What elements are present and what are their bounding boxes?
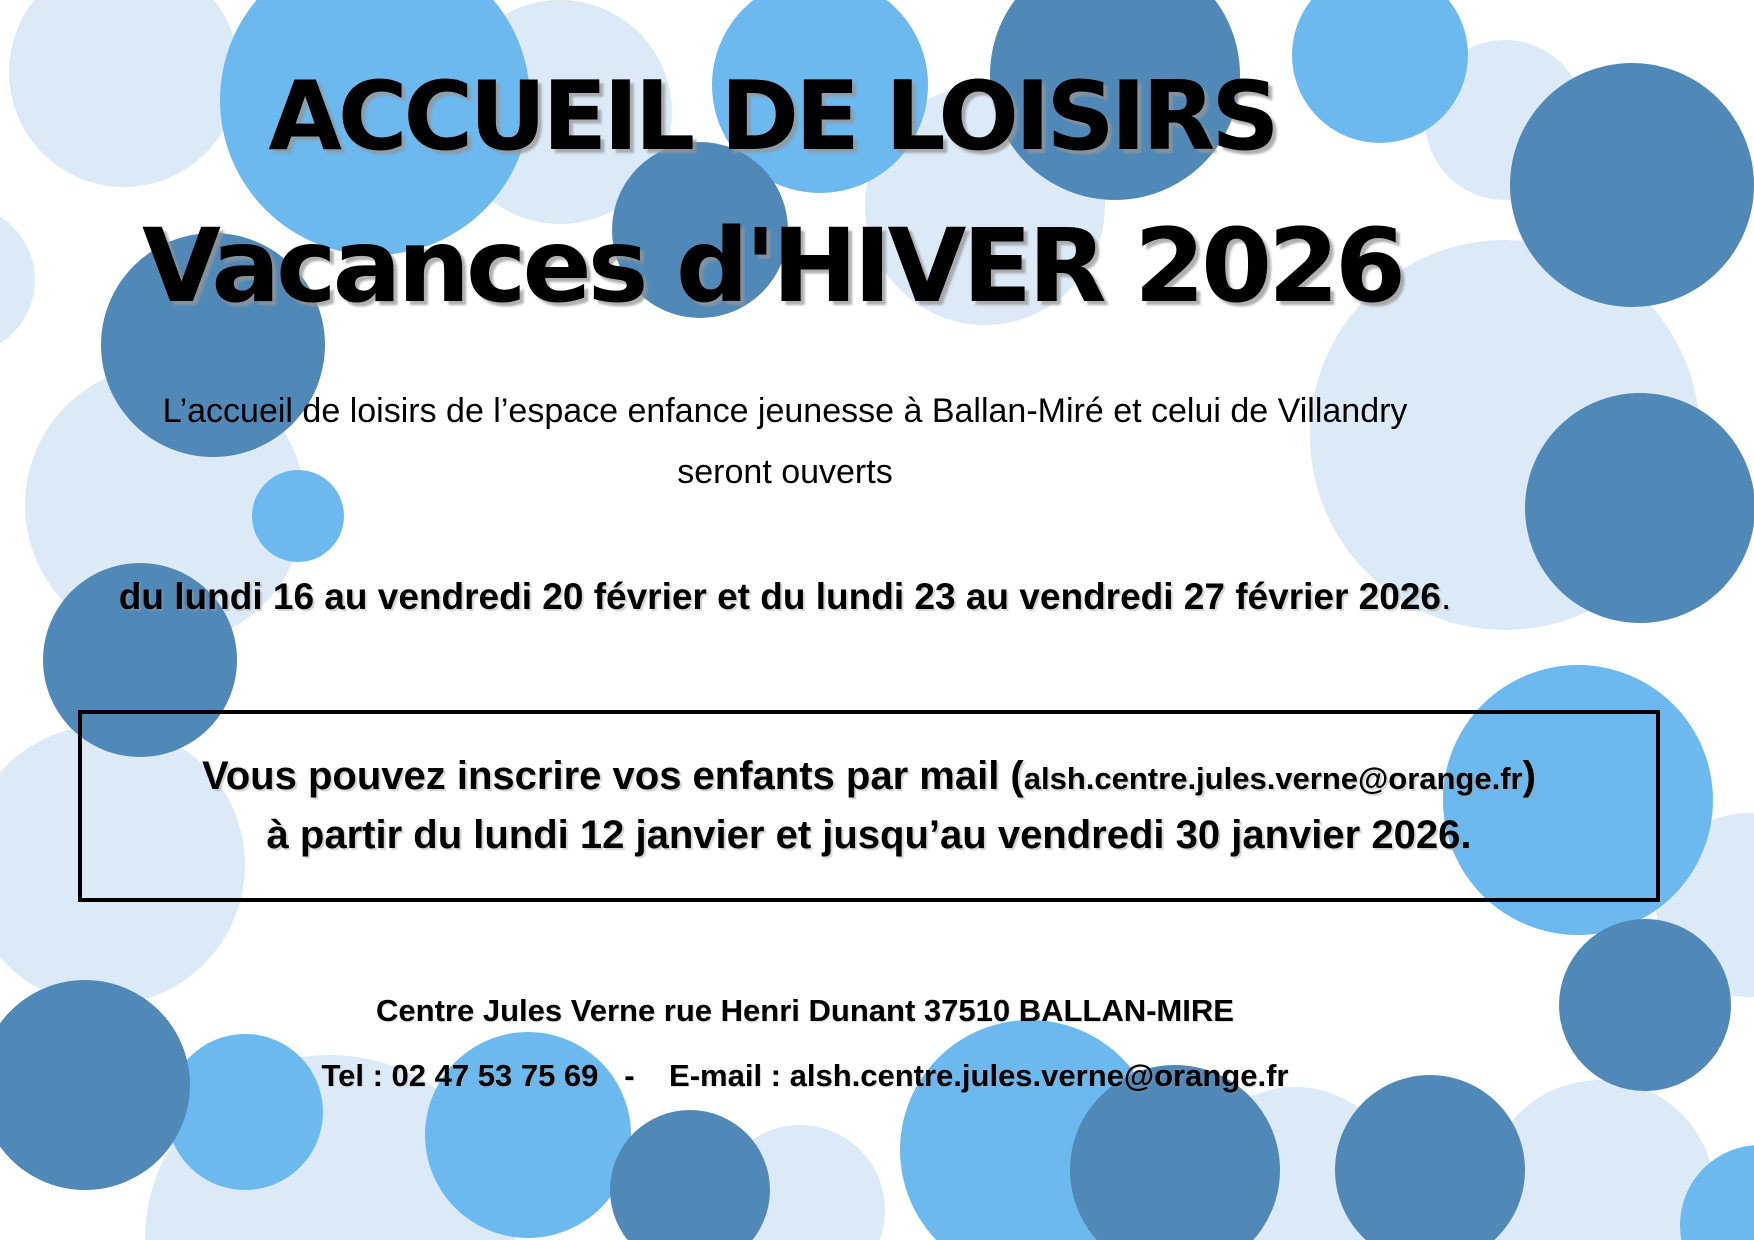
intro-text-line2: seront ouverts — [677, 453, 893, 491]
opening-dates-bold: du lundi 16 au vendredi 20 février et du lundi 23 au vendredi 27 février 2026 — [118, 576, 1441, 617]
registration-line1-suffix: ) — [1522, 754, 1536, 798]
registration-email: alsh.centre.jules.verne@orange.fr — [1023, 761, 1523, 796]
poster-title-line2: Vacances d'HIVER 2026 — [141, 207, 1403, 326]
registration-line1 — [202, 754, 1536, 799]
opening-dates-line — [0, 576, 1570, 618]
footer-contact-line: Tel : 02 47 53 75 69 - E-mail : alsh.centre.jules.verne@orange.fr — [321, 1058, 1289, 1093]
footer-address: Centre Jules Verne rue Henri Dunant 37510 BALLAN-MIRE — [376, 993, 1234, 1028]
intro-text-line1: L’accueil de loisirs de l’espace enfance jeunesse à Ballan-Miré et celui de Villandry — [162, 392, 1408, 430]
registration-info-box — [78, 710, 1660, 902]
opening-dates-period: . — [1440, 576, 1452, 617]
registration-line2: à partir du lundi 12 janvier et jusqu’au vendredi 30 janvier 2026. — [266, 813, 1472, 857]
registration-line1-prefix: Vous pouvez inscrire vos enfants par mail ( — [202, 754, 1024, 798]
poster-title-line1: ACCUEIL DE LOISIRS — [268, 62, 1276, 172]
